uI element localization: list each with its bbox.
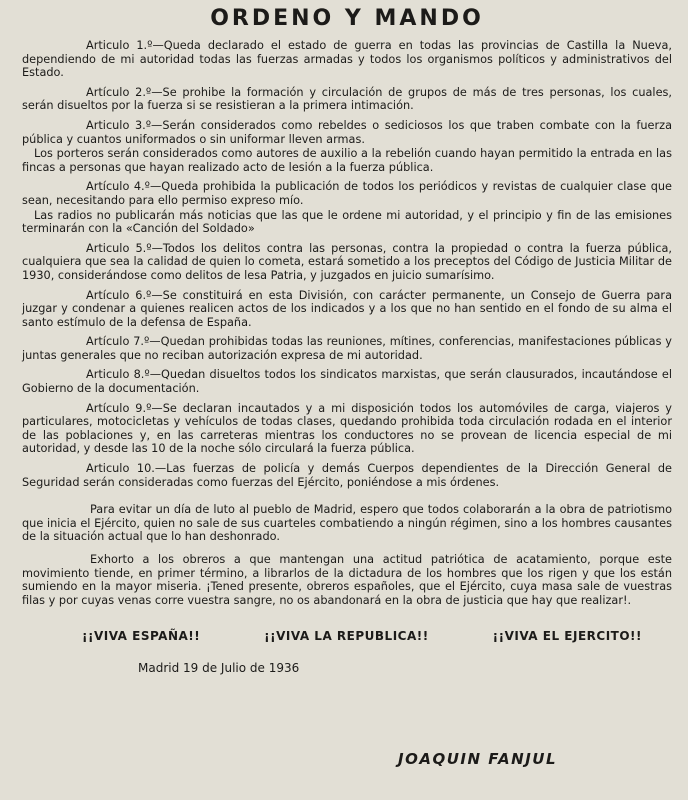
- viva-espana: ¡¡VIVA ESPAÑA!!: [82, 629, 201, 644]
- closing-paragraph-madrid: Para evitar un día de luto al pueblo de Madrid, espero que todos colaborarán a la obra de patriotismo que inicia el Ejército, quien no sale de sus cuarteles combatiendo a ningún régimen, sino a los hombres causantes de la situación actual que lo han deshonrado.: [22, 503, 672, 544]
- document-date: Madrid 19 de Julio de 1936: [138, 661, 300, 676]
- article-6: Artículo 6.º—Se constituirá en esta División, con carácter permanente, un Consejo de Guerra para juzgar y condenar a quienes realicen actos de los indicados y a los que no han sentido en el fondo de su alma el santo estímulo de la defensa de España.: [22, 288, 672, 329]
- signature: JOAQUIN FANJUL: [398, 750, 558, 768]
- article-9: Artículo 9.º—Se declaran incautados y a mi disposición todos los automóviles de carga, viajeros y particulares, motocicletas y vehículos de todas clases, quedando prohibida toda circulación rodada en el interior de las poblaciones y, en las carreteras mientras los conductores no se provean de licencia especial de mi autoridad, y desde las 10 de la noche sólo circulará la fuerza pública.: [22, 401, 672, 456]
- article-10: Articulo 10.—Las fuerzas de policía y demás Cuerpos dependientes de la Dirección General de Seguridad serán consideradas como fuerzas del Ejército, poniéndose a mis órdenes.: [22, 462, 672, 489]
- article-1: Articulo 1.º—Queda declarado el estado de guerra en todas las provincias de Castilla la Nueva, dependiendo de mi autoridad todas las fuerzas armadas y todos los organismos políticos y administrativos del Estado.: [22, 39, 672, 80]
- article-7: Artículo 7.º—Quedan prohibidas todas las reuniones, mítines, conferencias, manifestaciones públicas y juntas generales que no reciban autorización expresa de mi autoridad.: [22, 335, 672, 362]
- viva-ejercito: ¡¡VIVA EL EJERCITO!!: [492, 629, 642, 644]
- article-8: Articulo 8.º—Quedan disueltos todos los sindicatos marxistas, que serán clausurados, incautándose el Gobierno de la documentación.: [22, 368, 672, 396]
- closing-paragraph-obreros: Exhorto a los obreros a que mantengan una actitud patriótica de acatamiento, porque este movimiento tiende, en primer término, a librarlos de la dictadura de los hombres que los rigen y que los están sumiendo en la mayor miseria. ¡Tened presente, obreros españoles, que el Ejército, cuya masa sale de vuestras filas y por cuyas venas corre vuestra sangre, no os abandonará en la obra de justicia que hay que realizar!.: [22, 553, 672, 607]
- article-4: Artículo 4.º—Queda prohibida la publicación de todos los periódicos y revistas de cualquier clase que sean, necesitando para ello permiso expreso mío.: [22, 180, 672, 207]
- article-3-porteros: Los porteros serán considerados como autores de auxilio a la rebelión cuando hayan permitido la entrada en las fincas a personas que hayan realizado acto de lesión a la fuerza pública.: [22, 147, 672, 174]
- document-title: ORDENO Y MANDO: [210, 6, 484, 31]
- vivas-line: [82, 629, 642, 643]
- article-3: Articulo 3.º—Serán considerados como rebeldes o sediciosos los que traben combate con la fuerza pública y cuantos uniformados o sin uniformar lleven armas.: [22, 118, 672, 146]
- article-4-radios: Las radios no publicarán más noticias que las que le ordene mi autoridad, y el principio y fin de las emisiones terminarán con la «Canción del Soldado»: [22, 208, 672, 236]
- article-2: Artículo 2.º—Se prohibe la formación y circulación de grupos de más de tres personas, los cuales, serán disueltos por la fuerza si se resistieran a la primera intimación.: [22, 85, 672, 113]
- article-5: Articulo 5.º—Todos los delitos contra las personas, contra la propiedad o contra la fuerza pública, cualquiera que sea la calidad de quien lo cometa, estará sometido a los preceptos del Código de Justicia Militar de 1930, considerándose como delitos de lesa Patria, y juzgados en juicio sumarísimo.: [22, 241, 672, 282]
- viva-republica: ¡¡VIVA LA REPUBLICA!!: [264, 629, 429, 644]
